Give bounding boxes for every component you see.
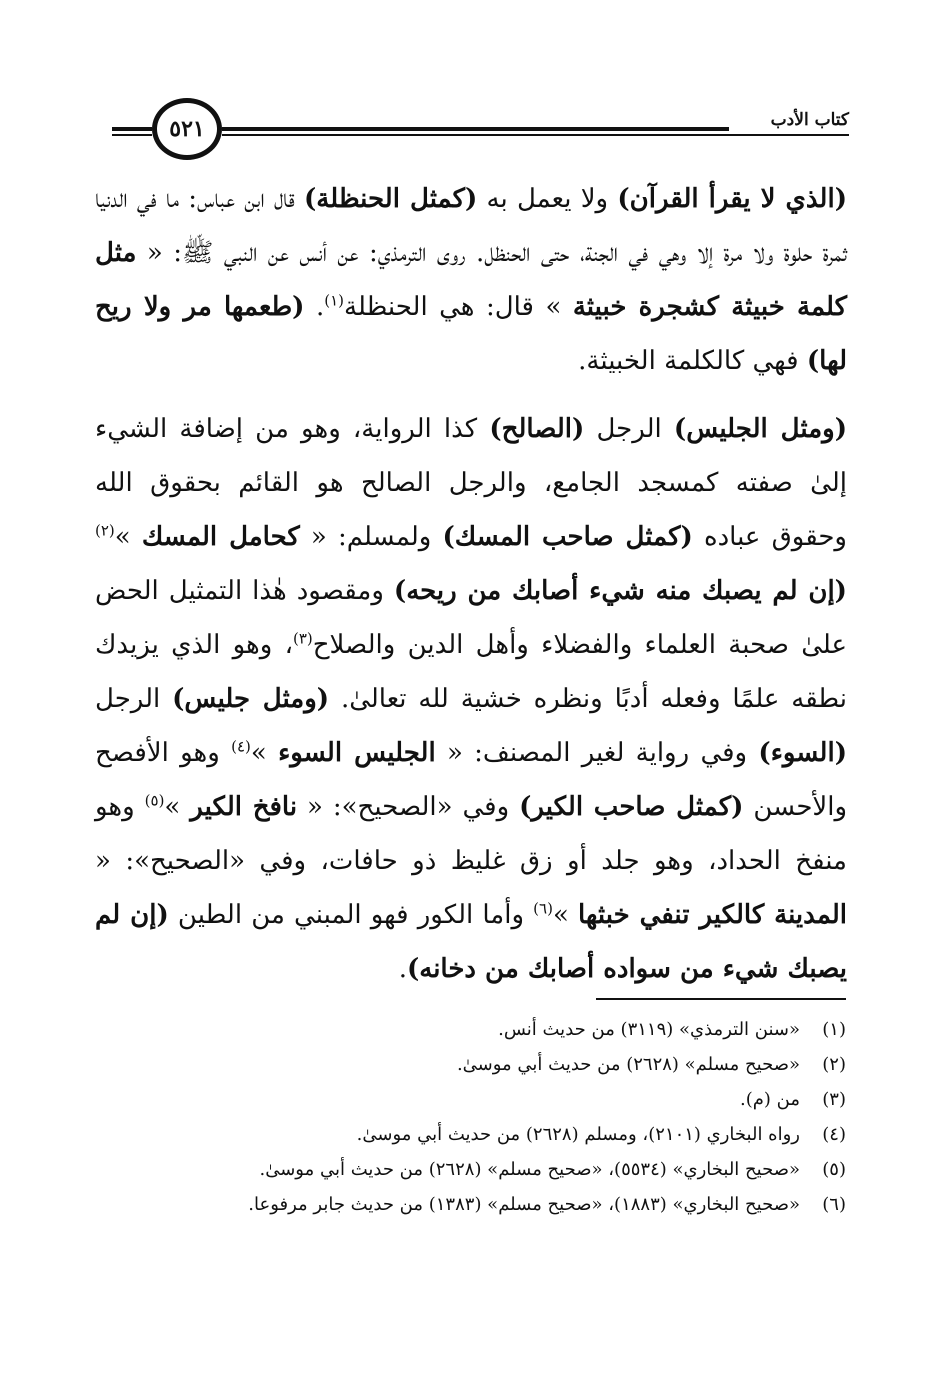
commentary-text: ولمسلم: « bbox=[299, 522, 443, 552]
hadith-text: كحامل المسك bbox=[141, 522, 300, 552]
paragraph-1 bbox=[95, 172, 847, 388]
footnote-text: «سنن الترمذي» (٣١١٩) من حديث أنس. bbox=[498, 1019, 800, 1040]
header-rule bbox=[729, 134, 849, 136]
commentary-text: » bbox=[552, 900, 578, 930]
commentary-text: » bbox=[250, 738, 279, 768]
commentary-text: ومقصود هٰذا التمثيل الحض علىٰ صحبة العلماء والفضلاء وأهل الدين والصلاح bbox=[95, 576, 847, 660]
quoted-phrase: (إن لم يصبك منه شيء أصابك من ريحه) bbox=[393, 576, 847, 606]
footnote-number: (٥) bbox=[822, 1159, 846, 1180]
quoted-phrase: (السوء) bbox=[758, 738, 848, 768]
header-rule-left-thick bbox=[112, 127, 152, 131]
commentary-text: » bbox=[164, 792, 191, 822]
footnote-ref-5[interactable]: (٥) bbox=[144, 791, 165, 810]
footnote-ref-3[interactable]: (٣) bbox=[292, 629, 313, 648]
quoted-phrase: (طعمها مر ولا ريح لها) bbox=[95, 292, 847, 376]
footnote-item bbox=[94, 1152, 846, 1187]
header-rule-left-thin bbox=[112, 134, 152, 136]
footnote-text: «صحيح البخاري» (٥٥٣٤)، «صحيح مسلم» (٢٦٢٨) من حديث أبي موسىٰ. bbox=[259, 1159, 800, 1180]
footnote-separator bbox=[596, 998, 846, 1000]
quoted-phrase: (ومثل الجليس) bbox=[673, 414, 847, 444]
commentary-text: فهي كالكلمة الخبيثة. bbox=[578, 346, 807, 376]
hadith-text: مثل كلمة خبيثة كشجرة خبيثة bbox=[95, 238, 847, 322]
footnote-text: من (م). bbox=[740, 1089, 800, 1110]
hadith-text: المدينة كالكير تنفي خبثها bbox=[578, 900, 847, 930]
footnote-number: (٤) bbox=[822, 1124, 846, 1145]
header-rule-thick bbox=[222, 127, 729, 131]
footnote-text: «صحيح البخاري» (١٨٨٣)، «صحيح مسلم» (١٣٨٣) من حديث جابر مرفوعا. bbox=[248, 1194, 800, 1215]
page-number-oval bbox=[152, 98, 222, 160]
quoted-phrase: (الذي لا يقرأ القرآن) bbox=[617, 184, 847, 214]
footnote-text: «صحيح مسلم» (٢٦٢٨) من حديث أبي موسىٰ. bbox=[456, 1054, 800, 1075]
hadith-text: الجليس السوء bbox=[278, 738, 436, 768]
paragraph-2 bbox=[95, 402, 847, 996]
commentary-text: قال ابن عباس: ما في الدنيا ثمرة حلوة ولا مرة إلا وهي في الجنة، حتى الحنظل. روى الترمذي: عن أنس عن النبي ﷺ: « bbox=[95, 184, 847, 268]
page-number: ٥٢١ bbox=[169, 116, 205, 142]
commentary-text: وفي رواية لغير المصنف: « bbox=[435, 738, 759, 768]
footnote-text: رواه البخاري (٢١٠١)، ومسلم (٢٦٢٨) من حديث أبي موسىٰ. bbox=[356, 1124, 800, 1145]
quoted-phrase: (كمثل صاحب الكير) bbox=[519, 792, 744, 822]
footnote-item bbox=[94, 1117, 846, 1152]
quoted-phrase: (كمثل صاحب المسك) bbox=[442, 522, 693, 552]
footnote-number: (٣) bbox=[822, 1089, 846, 1110]
footnote-item bbox=[94, 1082, 846, 1117]
commentary-text: ، وهو الذي يزيدك نطقه علمًا وفعله أدبًا ونظره خشية لله تعالىٰ. bbox=[95, 630, 847, 714]
hadith-text: نافخ الكير bbox=[190, 792, 298, 822]
page-header bbox=[112, 88, 849, 184]
quoted-phrase: (كمثل الحنظلة) bbox=[304, 184, 478, 214]
commentary-text: وهو منفخ الحداد، وهو جلد أو زق غليظ ذو حافات، وفي «الصحيح»: « bbox=[95, 792, 847, 876]
quoted-phrase: (إن لم يصبك شيء من سواده أصابك من دخانه) bbox=[95, 900, 847, 984]
commentary-text: كذا الرواية، وهو من إضافة الشيء إلىٰ صفته كمسجد الجامع، والرجل الصالح هو القائم بحقوق الله وحقوق عباده bbox=[95, 414, 847, 552]
commentary-text: وأما الكور فهو المبني من الطين bbox=[168, 900, 534, 930]
commentary-text: » قال: هي الحنظلة bbox=[344, 292, 573, 322]
footnote-item bbox=[94, 1047, 846, 1082]
footnote-item bbox=[94, 1187, 846, 1222]
commentary-text: . bbox=[398, 954, 407, 984]
quoted-phrase: (الصالح) bbox=[489, 414, 585, 444]
footnote-number: (٢) bbox=[822, 1054, 846, 1075]
footnote-item bbox=[94, 1012, 846, 1047]
commentary-text: . bbox=[304, 292, 325, 322]
footnote-number: (١) bbox=[822, 1019, 846, 1040]
footnote-number: (٦) bbox=[822, 1194, 846, 1215]
commentary-text: وفي «الصحيح»: « bbox=[297, 792, 520, 822]
commentary-text: الرجل bbox=[584, 414, 674, 444]
footnote-ref-1[interactable]: (١) bbox=[324, 291, 345, 310]
commentary-text: » bbox=[114, 522, 142, 552]
commentary-text: ولا يعمل به bbox=[477, 184, 618, 214]
main-text bbox=[95, 172, 847, 996]
footnote-ref-6[interactable]: (٦) bbox=[533, 899, 553, 918]
footnote-ref-2[interactable]: (٢) bbox=[95, 521, 115, 540]
commentary-text: وهو الأفصح والأحسن bbox=[95, 738, 847, 822]
header-rule-thin bbox=[222, 134, 729, 136]
commentary-text: الرجل bbox=[95, 684, 173, 714]
footnote-ref-4[interactable]: (٤) bbox=[231, 737, 251, 756]
footnotes bbox=[94, 1012, 846, 1222]
book-title: كتاب الأدب bbox=[770, 110, 849, 130]
quoted-phrase: (ومثل جليس) bbox=[172, 684, 330, 714]
